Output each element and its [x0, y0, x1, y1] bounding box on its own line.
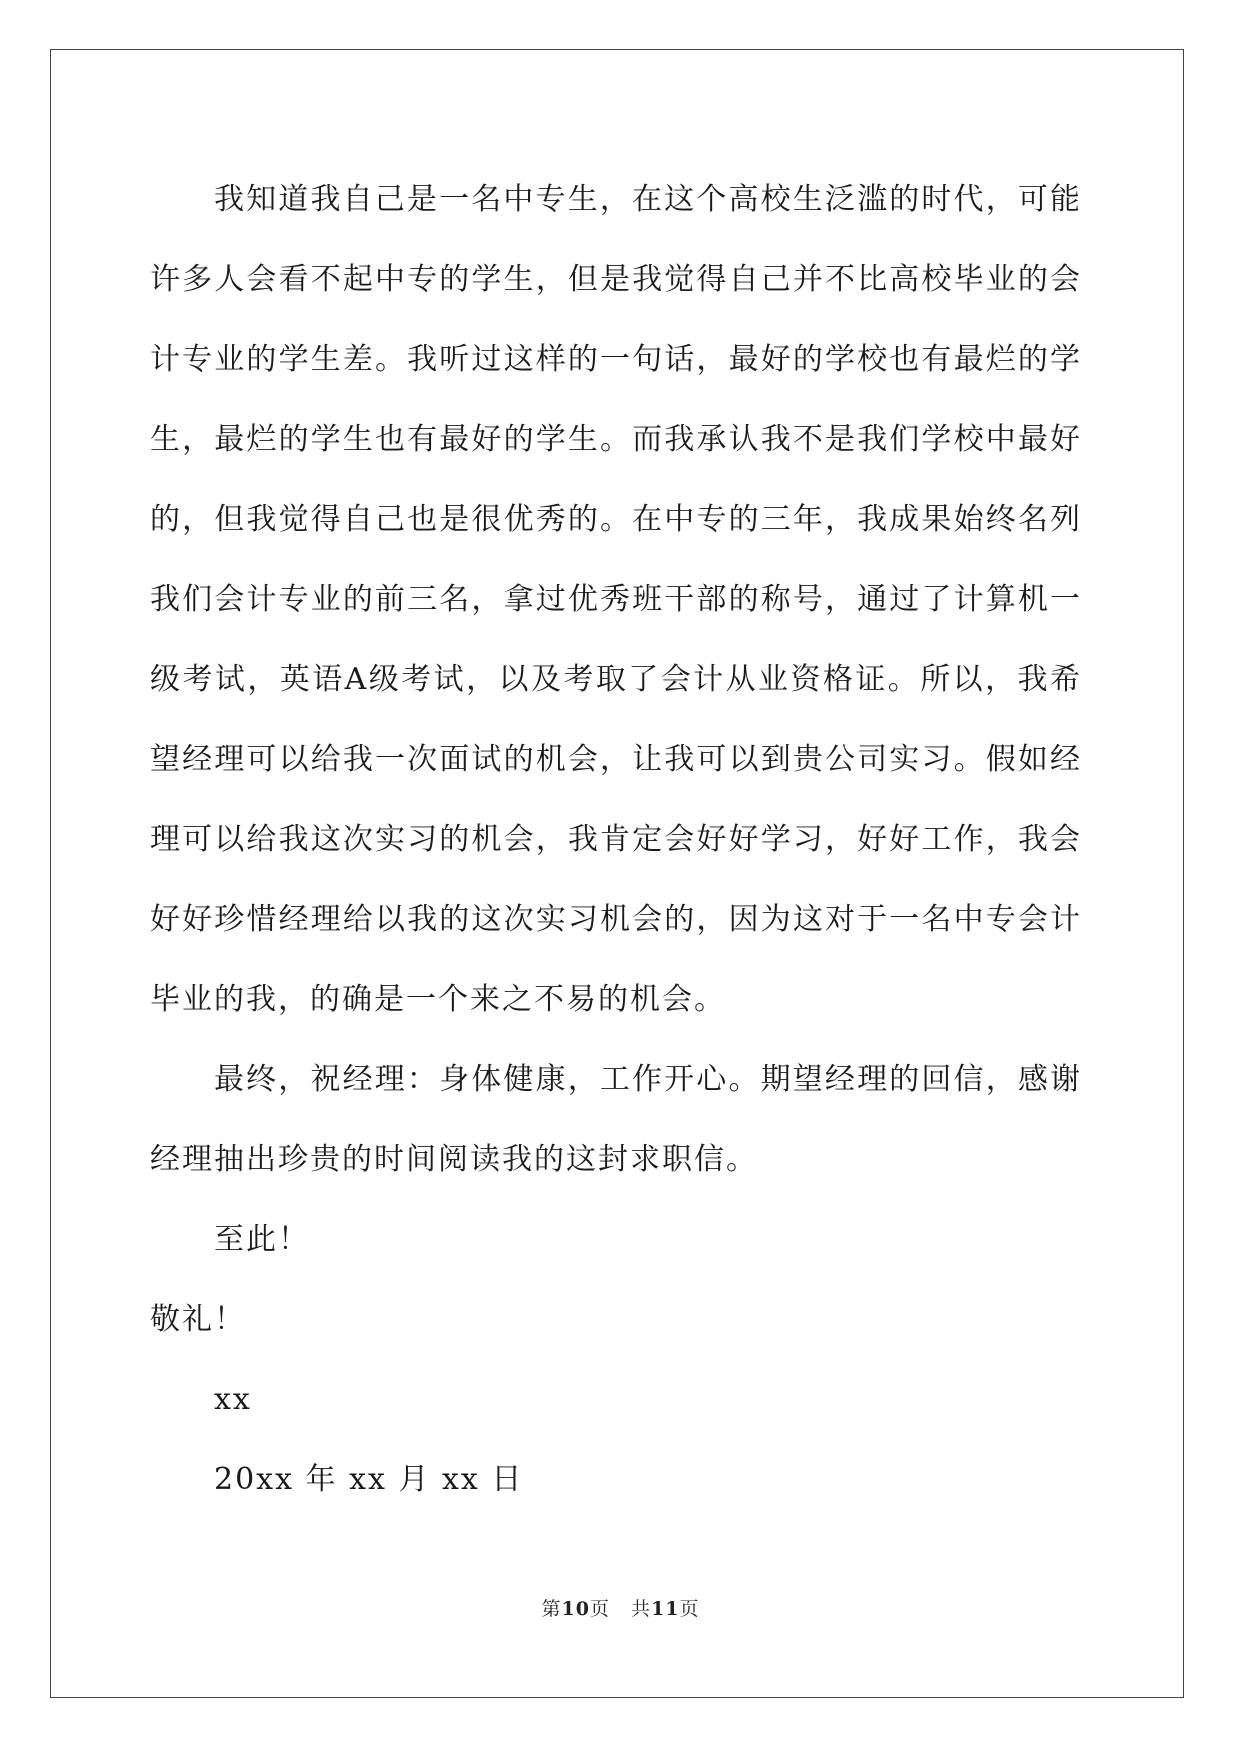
- signature: xx: [214, 1382, 252, 1417]
- footer-prefix: 第: [541, 1598, 562, 1620]
- paragraph-main: 我知道我自己是一名中专生，在这个高校生泛滥的时代，可能许多人会看不起中专的学生，但是我觉得自己并不比高校毕业的会计专业的学生差。我听过这样的一句话，最好的学校也有最烂的学生，最烂的学生也有最好的学生。而我承认我不是我们学校中最好的，但我觉得自己也是很优秀的。在中专的三年，我成果始终名列我们会计专业的前三名，拿过优秀班干部的称号，通过了计算机一级考试，英语A级考试，以及考取了会计从业资格证。所以，我希望经理可以给我一次面试的机会，让我可以到贵公司实习。假如经理可以给我这次实习的机会，我肯定会好好学习，好好工作，我会好好珍惜经理给以我的这次实习机会的，因为这对于一名中专会计毕业的我，的确是一个来之不易的机会。: [150, 182, 1082, 1017]
- footer-middle: 页 共: [589, 1598, 652, 1620]
- page-footer: [0, 1594, 1241, 1621]
- total-page-number: 11: [651, 1598, 680, 1620]
- closing-line: 至此！: [214, 1222, 310, 1257]
- letter-body: [150, 160, 1082, 1520]
- footer-suffix: 页: [679, 1598, 700, 1620]
- current-page-number: 10: [561, 1598, 590, 1620]
- salutation-line: 敬礼！: [150, 1302, 246, 1337]
- letter-date: 20xx 年 xx 月 xx 日: [214, 1462, 524, 1497]
- paragraph-wishes: 最终，祝经理：身体健康，工作开心。期望经理的回信，感谢经理抽出珍贵的时间阅读我的这封求职信。: [150, 1062, 1082, 1177]
